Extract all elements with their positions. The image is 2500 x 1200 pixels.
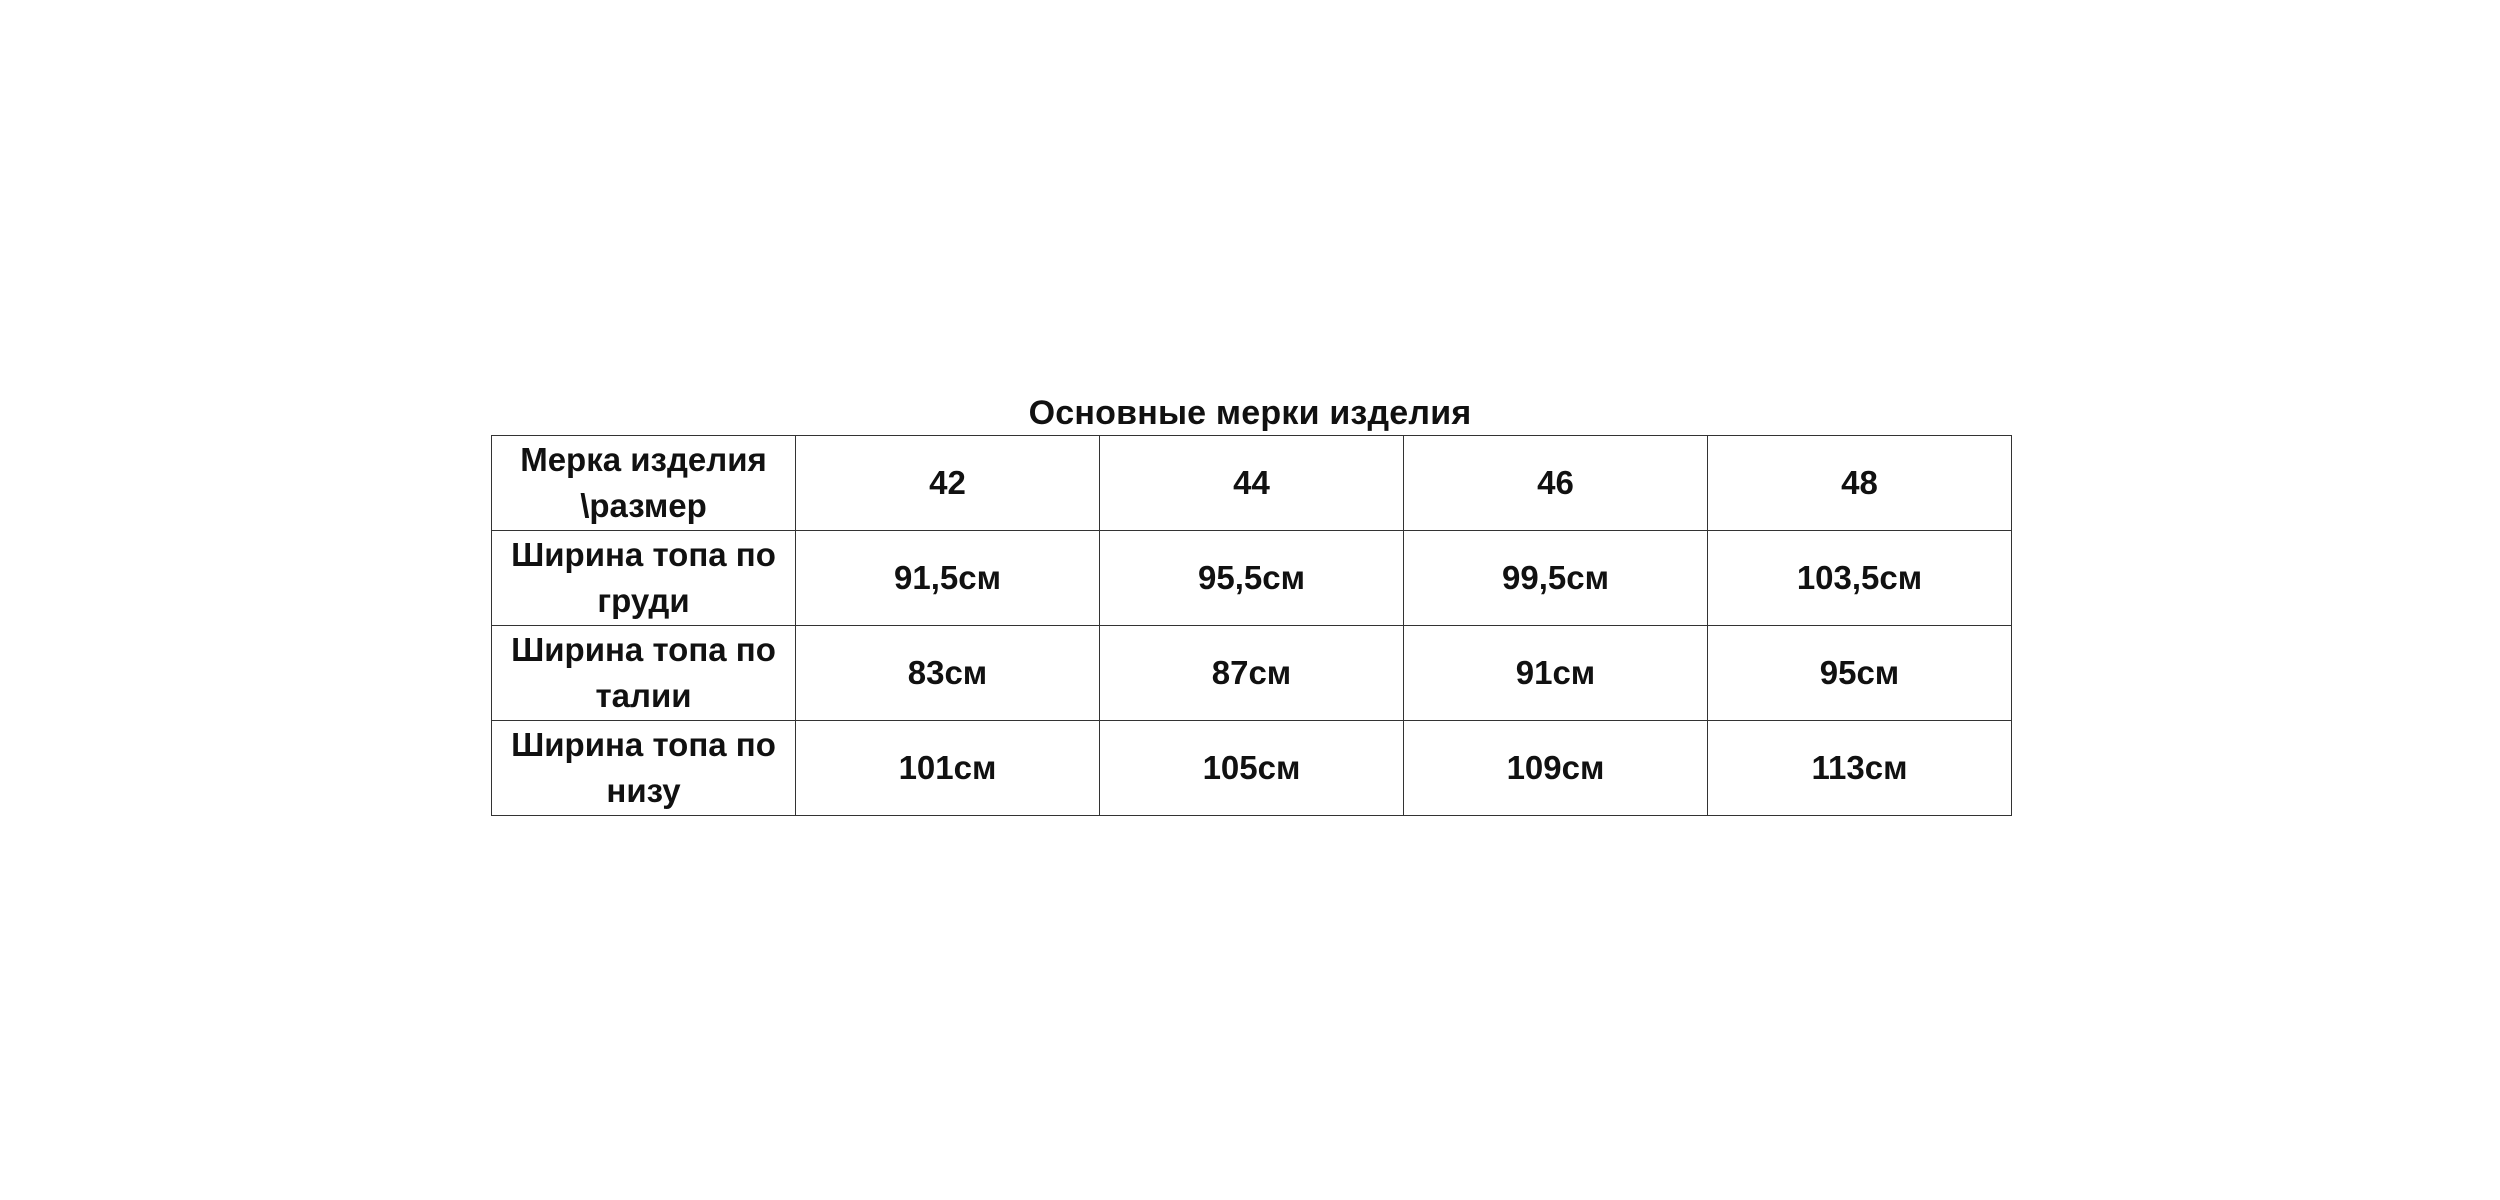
value-cell: 95см	[1708, 626, 2012, 721]
value-cell: 83см	[796, 626, 1100, 721]
table-row	[492, 721, 2012, 816]
table-row	[492, 531, 2012, 626]
value-cell: 105см	[1100, 721, 1404, 816]
value-cell: 95,5см	[1100, 531, 1404, 626]
size-header-cell: 48	[1708, 436, 2012, 531]
row-label-cell: Ширина топа по груди	[492, 531, 796, 626]
value-cell: 103,5см	[1708, 531, 2012, 626]
table-header-row	[492, 436, 2012, 531]
table-row	[492, 626, 2012, 721]
value-cell: 91,5см	[796, 531, 1100, 626]
value-cell: 109см	[1404, 721, 1708, 816]
value-cell: 91см	[1404, 626, 1708, 721]
row-label-cell: Ширина топа по талии	[492, 626, 796, 721]
value-cell: 87см	[1100, 626, 1404, 721]
header-label-cell: Мерка изделия \размер	[492, 436, 796, 531]
value-cell: 99,5см	[1404, 531, 1708, 626]
table-title: Основные мерки изделия	[1028, 394, 1472, 432]
row-label-cell: Ширина топа по низу	[492, 721, 796, 816]
measurements-table	[491, 435, 2012, 816]
size-header-cell: 44	[1100, 436, 1404, 531]
size-header-cell: 42	[796, 436, 1100, 531]
value-cell: 113см	[1708, 721, 2012, 816]
size-header-cell: 46	[1404, 436, 1708, 531]
value-cell: 101см	[796, 721, 1100, 816]
